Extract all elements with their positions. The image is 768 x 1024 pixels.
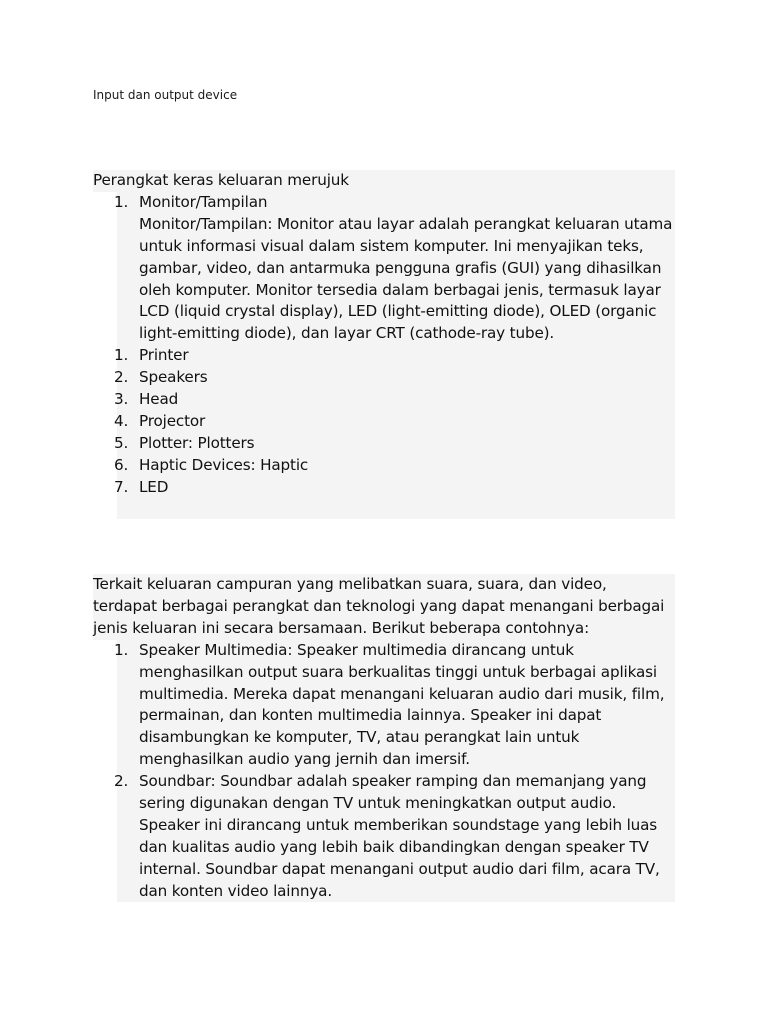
list-item-detail: Monitor/Tampilan: Monitor atau layar adalah perangkat keluaran utama untuk informasi visual dalam sistem komputer. Ini menyajikan teks, gambar, video, dan antarmuka pengguna grafis (GUI) yang dihasilkan oleh komputer. Monitor tersedia dalam berbagai jenis, termasuk layar LCD (liquid crystal display), LED (light-emitting diode), OLED (organic light-emitting diode), dan layar CRT (cathode-ray tube). — [139, 214, 673, 343]
list-number: 1. — [114, 640, 129, 659]
output-device-list — [93, 192, 675, 499]
list-item-text: Speaker Multimedia: Speaker multimedia dirancang untuk menghasilkan output suara berkualitas tinggi untuk berbagai aplikasi multimedia. Mereka dapat menangani keluaran audio dari musik, film, permainan, dan konten multimedia lainnya. Speaker ini dapat disambungkan ke komputer, TV, atau perangkat lain untuk menghasilkan audio yang jernih dan imersif. — [139, 640, 665, 769]
list-item — [93, 477, 675, 499]
list-number: 1. — [114, 346, 129, 365]
list-item-label: Projector — [139, 411, 206, 430]
list-number: 4. — [114, 411, 129, 430]
list-item — [93, 411, 675, 433]
list-item-label: Plotter: Plotters — [139, 433, 255, 452]
list-item-label: Printer — [139, 346, 189, 365]
list-item — [93, 640, 675, 771]
list-item — [93, 345, 675, 367]
list-item-label: Head — [139, 390, 179, 409]
section-intro: Terkait keluaran campuran yang melibatkan suara, suara, dan video, terdapat berbagai perangkat dan teknologi yang dapat menangani berbagai jenis keluaran ini secara bersamaan. Berikut beberapa contohnya: — [93, 575, 665, 637]
list-item-label: LED — [139, 477, 169, 496]
list-item — [93, 367, 675, 389]
list-number: 1. — [114, 192, 129, 211]
list-item-label: Speakers — [139, 368, 208, 387]
section-intro: Perangkat keras keluaran merujuk — [93, 171, 349, 189]
list-item-label: Monitor/Tampilan — [139, 192, 268, 211]
list-item-label: Haptic Devices: Haptic — [139, 455, 309, 474]
list-number: 5. — [114, 433, 129, 452]
list-number: 2. — [114, 772, 129, 791]
list-number: 3. — [114, 390, 129, 409]
section-mixed-output — [93, 574, 675, 903]
list-item — [93, 771, 675, 902]
list-item — [93, 192, 675, 345]
list-item — [93, 389, 675, 411]
list-number: 7. — [114, 477, 129, 496]
section-output-hardware — [93, 170, 675, 499]
list-number: 2. — [114, 368, 129, 387]
list-number: 6. — [114, 455, 129, 474]
mixed-output-list — [93, 640, 675, 903]
list-item — [93, 455, 675, 477]
list-item-text: Soundbar: Soundbar adalah speaker ramping dan memanjang yang sering digunakan dengan TV untuk meningkatkan output audio. Speaker ini dirancang untuk memberikan soundstage yang lebih luas dan kualitas audio yang lebih baik dibandingkan dengan speaker TV internal. Soundbar dapat menangani output audio dari film, acara TV, dan konten video lainnya. — [139, 772, 660, 900]
document-title: Input dan output device — [93, 88, 238, 102]
list-item — [93, 433, 675, 455]
